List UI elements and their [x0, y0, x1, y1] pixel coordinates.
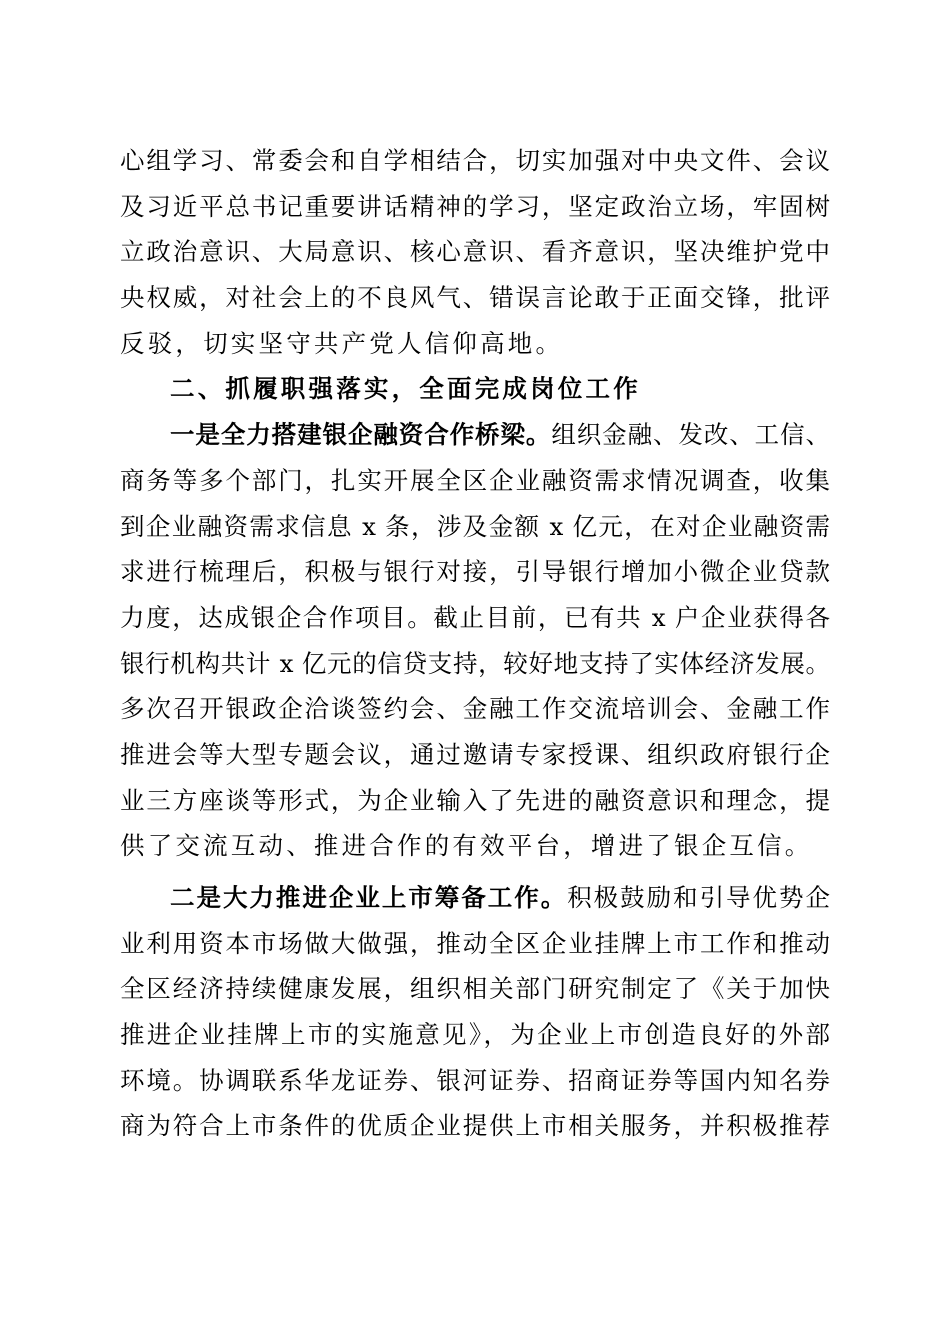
paragraph-text: 积极鼓励和引导优势企: [567, 883, 830, 912]
paragraph-line: 多次召开银政企洽谈签约会、金融工作交流培训会、金融工作: [120, 694, 830, 724]
paragraph-line: 央权威，对社会上的不良风气、错误言论敢于正面交锋，批评: [120, 283, 830, 313]
paragraph-line: 供了交流互动、推进合作的有效平台，增进了银企互信。: [120, 831, 813, 861]
paragraph-line: 立政治意识、大局意识、核心意识、看齐意识，坚决维护党中: [120, 237, 830, 267]
paragraph-line: 到企业融资需求信息 x 条，涉及金额 x 亿元，在对企业融资需: [120, 511, 830, 541]
paragraph-line: 商务等多个部门，扎实开展全区企业融资需求情况调查，收集: [120, 465, 830, 495]
paragraph-line: 力度，达成银企合作项目。截止目前，已有共 x 户企业获得各: [120, 602, 830, 632]
paragraph-first-line: [120, 875, 830, 921]
paragraph-line: 推进企业挂牌上市的实施意见》，为企业上市创造良好的外部: [120, 1020, 830, 1050]
paragraph-text: 组织金融、发改、工信、: [551, 420, 830, 450]
paragraph-first-line: [120, 412, 830, 458]
paragraph-line: 商为符合上市条件的优质企业提供上市相关服务，并积极推荐: [120, 1111, 830, 1141]
paragraph-line: 及习近平总书记重要讲话精神的学习，坚定政治立场，牢固树: [120, 191, 830, 221]
paragraph-lead: 二是大力推进企业上市筹备工作。: [170, 883, 568, 912]
paragraph-line: 全区经济持续健康发展，组织相关部门研究制定了《关于加快: [120, 974, 830, 1004]
paragraph-line: 业利用资本市场做大做强，推动全区企业挂牌上市工作和推动: [120, 928, 830, 958]
paragraph-line: 银行机构共计 x 亿元的信贷支持，较好地支持了实体经济发展。: [120, 648, 830, 678]
document-page: [120, 138, 830, 1149]
section-heading: 二、抓履职强落实，全面完成岗位工作: [170, 374, 641, 404]
paragraph-line: 心组学习、常委会和自学相结合，切实加强对中央文件、会议: [120, 146, 830, 175]
paragraph-line: 业三方座谈等形式，为企业输入了先进的融资意识和理念，提: [120, 785, 830, 815]
paragraph-line: 求进行梳理后，积极与银行对接，引导银行增加小微企业贷款: [120, 557, 830, 587]
paragraph-line: 反驳，切实坚守共产党人信仰高地。: [120, 328, 564, 358]
paragraph-lead: 一是全力搭建银企融资合作桥梁。: [170, 420, 552, 450]
paragraph-line: 环境。协调联系华龙证券、银河证券、招商证券等国内知名券: [120, 1065, 830, 1095]
paragraph-line: 推进会等大型专题会议，通过邀请专家授课、组织政府银行企: [120, 739, 830, 769]
